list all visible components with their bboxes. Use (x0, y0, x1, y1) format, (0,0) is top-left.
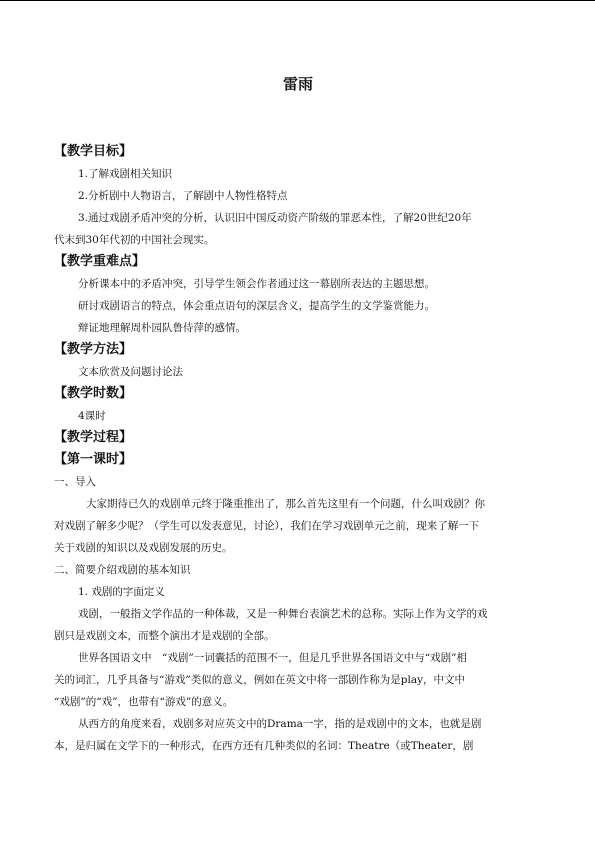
focus-section (54, 251, 542, 339)
top-rule (0, 0, 595, 1)
goal-item: 2.分析剧中人物语言，了解剧中人物性格特点 (78, 190, 288, 202)
focus-item: 研讨戏剧语言的特点，体会重点语句的深层含义，提高学生的文学鉴赏能力。 (78, 300, 435, 312)
method-text: 文本欣赏及问题讨论法 (78, 366, 183, 378)
hours-text: 4课时 (78, 410, 106, 422)
hours-section (54, 383, 542, 427)
intro-line: 关于戏剧的知识以及戏剧发展的历史。 (54, 542, 233, 554)
focus-item: 分析课本中的矛盾冲突，引导学生领会作者通过这一幕剧所表达的主题思想。 (78, 278, 435, 290)
definition-line: 世界各国语文中 “戏剧”一词囊括的范围不一，但是几乎世界各国语文中与“戏剧”相 (78, 652, 467, 664)
goal-item-continuation: 代末到30年代初的中国社会现实。 (54, 234, 215, 246)
definition-line: “戏剧”的“戏”，也带有“游戏”的意义。 (54, 696, 234, 708)
goals-section (54, 141, 542, 251)
definition-line: 关的词汇，几乎具备与“游戏”类似的意义，例如在英文中将一部剧作称为是play，中文中 (54, 674, 466, 686)
definition-line: 从西方的角度来看，戏剧多对应英文中的Drama一字，指的是戏剧中的文本，也就是剧 (78, 718, 482, 730)
definition-line: 戏剧，一般指文学作品的一种体裁，又是一种舞台表演艺术的总称。实际上作为文学的戏 (78, 608, 488, 620)
basics-section (54, 559, 542, 757)
definition-line: 本，是归属在文学下的一种形式，在西方还有几种类似的名词：Theatre（或Theater，剧 (54, 740, 474, 752)
goals-heading: 【教学目标】 (54, 144, 133, 159)
definition-line: 剧只是戏剧文本，而整个演出才是戏剧的全部。 (54, 630, 275, 642)
goal-item: 1.了解戏剧相关知识 (78, 168, 173, 180)
process-section (54, 427, 542, 471)
focus-item: 辩证地理解周朴园队鲁侍萍的感情。 (78, 322, 246, 334)
intro-section (54, 471, 542, 559)
method-section (54, 339, 542, 383)
document-title: 雷雨 (282, 75, 313, 93)
focus-heading: 【教学重难点】 (54, 254, 146, 269)
method-heading: 【教学方法】 (54, 342, 133, 357)
basics-heading: 二、简要介绍戏剧的基本知识 (54, 564, 191, 576)
intro-heading: 一、导入 (54, 476, 96, 488)
intro-line: 对戏剧了解多少呢？（学生可以发表意见，讨论），我们在学习戏剧单元之前，现来了解一下 (54, 520, 480, 532)
definition-heading: 1. 戏剧的字面定义 (78, 586, 165, 598)
process-heading: 【教学过程】 (54, 430, 133, 445)
lesson1-heading: 【第一课时】 (54, 452, 133, 467)
goal-item: 3.通过戏剧矛盾冲突的分析，认识旧中国反动资产阶级的罪恶本性，了解20世纪20年 (78, 212, 472, 224)
intro-line: 大家期待已久的戏剧单元终于隆重推出了，那么首先这里有一个问题，什么叫戏剧？你 (86, 498, 485, 510)
hours-heading: 【教学时数】 (54, 386, 133, 401)
